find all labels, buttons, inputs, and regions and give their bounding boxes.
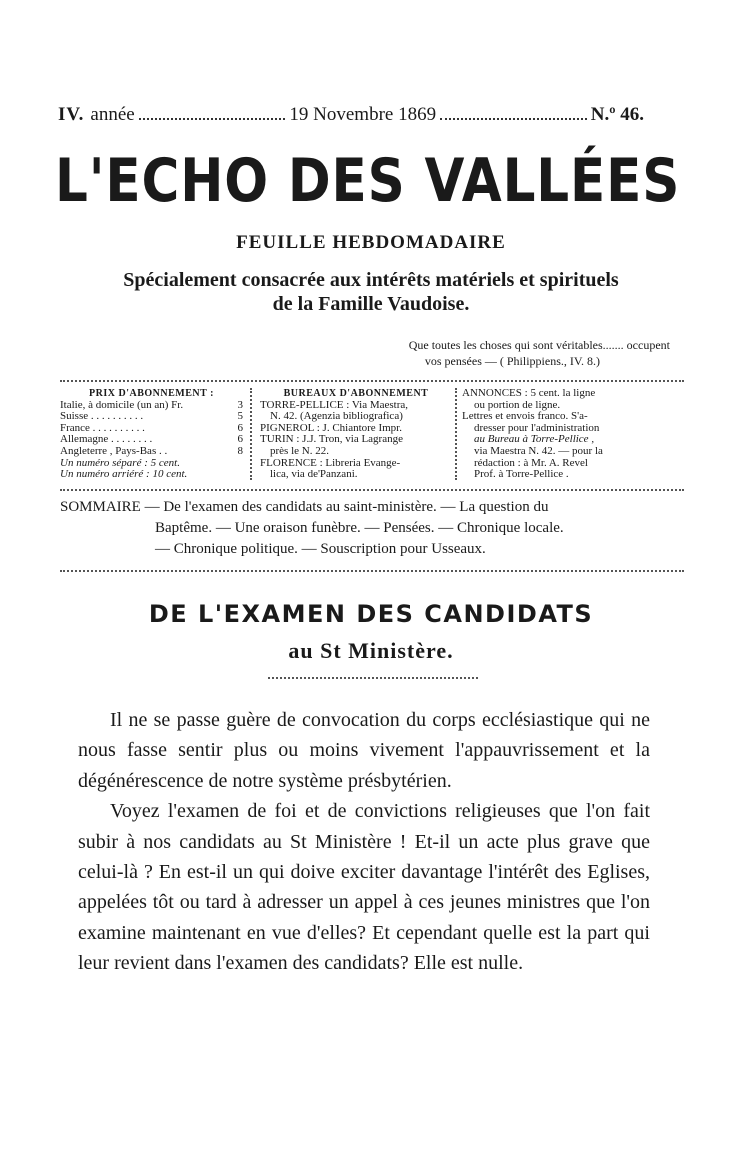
- dotted-leader: [139, 118, 286, 120]
- column-separator: [455, 388, 457, 480]
- volume-number: IV.: [58, 104, 85, 125]
- masthead-subtitle: FEUILLE HEBDOMADAIRE: [236, 232, 506, 253]
- annonce-line: dresser pour l'administration: [474, 422, 600, 434]
- divider-top: [60, 380, 684, 382]
- annonce-line: Prof. à Torre-Pellice .: [474, 469, 569, 481]
- tagline-line-2: de la Famille Vaudoise.: [272, 293, 470, 315]
- numero-separe: Un numéro séparé : 5 cent.: [60, 457, 180, 469]
- annonce-line: Lettres et envois franco. S'a-: [462, 411, 588, 423]
- price-value: 5: [237, 410, 243, 423]
- prix-column: [60, 388, 243, 481]
- price-row: [60, 400, 243, 412]
- prix-heading: PRIX D'ABONNEMENT :: [89, 388, 214, 399]
- price-row: [60, 411, 243, 423]
- price-value: 3: [237, 398, 243, 411]
- issue-line: [58, 104, 644, 130]
- price-label: Angleterre , Pays-Bas . .: [60, 445, 168, 457]
- bureau-line: TORRE-PELLICE : Via Maestra,: [260, 399, 409, 411]
- issue-number: N.º 46.: [590, 104, 644, 125]
- divider-bottom: [60, 570, 684, 572]
- sommaire-line-3: — Chronique politique. — Souscription pour Usseaux.: [155, 541, 486, 557]
- price-label: Allemagne . . . . . . . .: [60, 434, 153, 446]
- issue-date: 19 Novembre 1869: [289, 104, 437, 125]
- masthead-title: L'ECHO DES VALLÉES: [55, 146, 681, 216]
- epigraph: [270, 337, 670, 369]
- bureaux-heading: BUREAUX D'ABONNEMENT: [283, 388, 429, 399]
- article-title: DE L'EXAMEN DES CANDIDATS: [148, 600, 594, 628]
- article-paragraph-1: Il ne se passe guère de convocation du corps ecclésiastique qui ne nous fasse sentir plus ou moins vivement l'appauvrissement et la dégénérescence de notre système présbytérien.: [78, 709, 650, 792]
- subscription-info: [60, 384, 684, 484]
- price-row: [60, 434, 243, 446]
- dotted-leader: [440, 118, 587, 120]
- annee-label: année: [90, 104, 135, 125]
- numero-arriere: Un numéro arriéré : 10 cent.: [60, 469, 188, 481]
- annonce-line: au Bureau à Torre-Pellice ,: [474, 434, 595, 446]
- annonce-line: via Maestra N. 42. — pour la: [474, 445, 603, 457]
- column-separator: [250, 388, 252, 480]
- price-row: [60, 423, 243, 435]
- divider-middle: [60, 489, 684, 491]
- article-subtitle: au St Ministère.: [288, 638, 454, 663]
- price-value: 6: [237, 433, 243, 446]
- price-label: France . . . . . . . . . .: [60, 422, 145, 434]
- title-rule: [268, 677, 478, 679]
- sommaire: [60, 497, 684, 560]
- price-label: Suisse . . . . . . . . . .: [60, 411, 144, 423]
- annonces-column: [462, 388, 684, 481]
- annonce-line: ANNONCES : 5 cent. la ligne: [462, 388, 596, 399]
- tagline-line-1: Spécialement consacrée aux intérêts matériels et spirituels: [123, 269, 619, 291]
- article-body: [78, 705, 650, 979]
- sommaire-line-1: SOMMAIRE — De l'examen des candidats au saint-ministère. — La question du: [60, 499, 549, 515]
- bureaux-column: [260, 388, 452, 481]
- bureau-line: N. 42. (Agenzia bibliografica): [270, 411, 403, 423]
- annonce-line: ou portion de ligne.: [474, 399, 561, 411]
- bureau-line: lica, via de'Panzani.: [270, 469, 358, 481]
- sommaire-line-2: Baptême. — Une oraison funèbre. — Pensées. — Chronique locale.: [155, 520, 564, 536]
- annonce-line: rédaction : à Mr. A. Revel: [474, 457, 588, 469]
- price-row: [60, 446, 243, 458]
- price-label: Italie, à domicile (un an) Fr.: [60, 399, 184, 411]
- article-paragraph-2: Voyez l'examen de foi et de convictions religieuses que l'on fait subir à nos candidats au St Ministère ! Et-il un acte plus grave que celui-là ? En est-il un qui doive exciter davantage l'intérêt des Eglises, appelées tôt ou tard à adresser un appel à ces jeunes ministres que l'on examine maintenant en vue d'elles? Et cependant quelle est la part qui leur revient dans l'examen des candidats? Elle est nulle.: [78, 800, 650, 975]
- bureau-line: près le N. 22.: [270, 445, 329, 457]
- price-value: 6: [237, 421, 243, 434]
- bureau-line: PIGNEROL : J. Chiantore Impr.: [260, 422, 402, 434]
- epigraph-line-1: Que toutes les choses qui sont véritables....... occupent: [408, 338, 670, 352]
- bureau-line: FLORENCE : Libreria Evange-: [260, 457, 401, 469]
- tagline: [0, 268, 742, 316]
- bureau-line: TURIN : J.J. Tron, via Lagrange: [260, 434, 403, 446]
- epigraph-line-2: vos pensées — ( Philippiens., IV. 8.): [424, 354, 600, 368]
- price-value: 8: [237, 444, 243, 457]
